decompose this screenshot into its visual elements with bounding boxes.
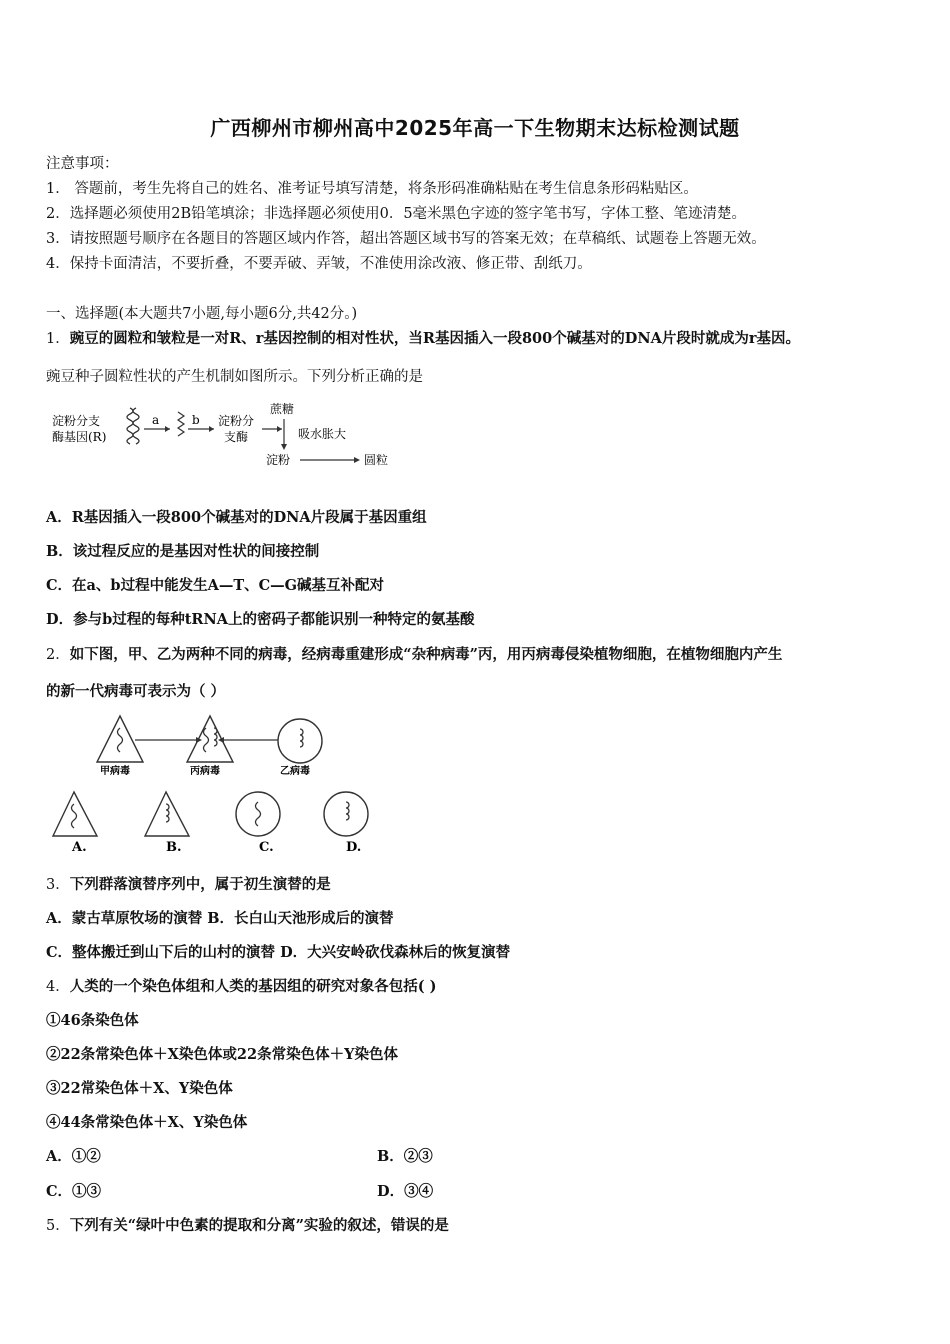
virus-bing-icon bbox=[187, 716, 233, 762]
q4-item: ①46条染色体 bbox=[46, 1012, 139, 1029]
option-c-virus-icon bbox=[236, 792, 280, 836]
section-heading: 一、选择题(本大题共7小题,每小题6分,共42分。) bbox=[46, 306, 358, 322]
question-2-stem bbox=[46, 643, 782, 664]
q4-item: ③22常染色体＋X、Y染色体 bbox=[46, 1080, 233, 1097]
enzyme-label: 淀粉分 bbox=[218, 414, 255, 428]
arrow-head-icon bbox=[165, 426, 170, 432]
question-number: 4． bbox=[46, 979, 70, 995]
question-1-stem bbox=[46, 327, 800, 348]
arrow-head-icon bbox=[277, 426, 282, 432]
option-label: C. bbox=[259, 840, 274, 855]
arrow-head-icon bbox=[281, 444, 287, 450]
rna-coil-icon bbox=[346, 802, 349, 820]
question-4-stem bbox=[46, 975, 437, 996]
question-text: 下列群落演替序列中，属于初生演替的是 bbox=[69, 876, 331, 893]
q2-figure bbox=[48, 712, 388, 858]
option-c: C．①③ bbox=[46, 1183, 102, 1200]
option-label: A. bbox=[72, 840, 87, 855]
rna-coil-icon bbox=[300, 729, 303, 747]
water-label: 吸水胀大 bbox=[298, 427, 347, 441]
q4-item: ④44条常染色体＋X、Y染色体 bbox=[46, 1114, 248, 1131]
page-title: 广西柳州市柳州高中2025年高一下生物期末达标检测试题 bbox=[210, 116, 740, 140]
notice-heading: 注意事项： bbox=[46, 156, 119, 172]
rna-coil-icon bbox=[166, 804, 169, 822]
dna-icon bbox=[127, 408, 133, 444]
option-label: B. bbox=[166, 840, 182, 855]
virus-label: 乙病毒 bbox=[280, 766, 310, 777]
question-text: 豌豆的圆粒和皱粒是一对R、r基因控制的相对性状，当R基因插入一段800个碱基对的DNA片段时就成为r基因。 bbox=[69, 330, 800, 347]
gene-label: 酶基因(R) bbox=[52, 430, 107, 444]
option-a-virus-icon bbox=[53, 792, 97, 836]
question-text: 人类的一个染色体组和人类的基因组的研究对象各包括( ) bbox=[69, 978, 437, 995]
dna-icon bbox=[133, 408, 139, 444]
rna-squiggle-icon bbox=[118, 728, 123, 752]
virus-label: 丙病毒 bbox=[190, 766, 220, 777]
question-5-stem bbox=[46, 1214, 449, 1235]
question-3-stem bbox=[46, 873, 331, 894]
rna-squiggle-icon bbox=[204, 728, 209, 752]
starch-label: 淀粉 bbox=[266, 453, 291, 467]
rna-coil-icon bbox=[214, 728, 217, 746]
notice-item: 4．保持卡面清洁，不要折叠，不要弄破、弄皱，不准使用涂改液、修正带、刮纸刀。 bbox=[46, 256, 592, 272]
gene-label: 淀粉分支 bbox=[52, 414, 101, 428]
option-label: D. bbox=[346, 840, 362, 855]
q1-figure bbox=[48, 398, 408, 470]
mrna-icon bbox=[178, 412, 184, 436]
question-text: 如下图，甲、乙为两种不同的病毒，经病毒重建形成“杂种病毒”丙，用丙病毒侵染植物细胞，在植物细胞内产生 bbox=[69, 646, 783, 663]
sucrose-label: 蔗糖 bbox=[270, 402, 295, 416]
arrow-b-label: b bbox=[192, 413, 200, 427]
option-d: D．③④ bbox=[377, 1183, 434, 1200]
virus-jia-icon bbox=[97, 716, 143, 762]
round-label: 圆粒 bbox=[364, 453, 389, 467]
q3-options-row: A．蒙古草原牧场的演替 B．长白山天池形成后的演替 bbox=[46, 910, 394, 927]
question-number: 3． bbox=[46, 877, 70, 893]
virus-label: 甲病毒 bbox=[100, 766, 130, 777]
notice-item: 3．请按照题号顺序在各题目的答题区域内作答，超出答题区域书写的答案无效；在草稿纸、试题卷上答题无效。 bbox=[46, 231, 766, 247]
option-c: C．在a、b过程中能发生A—T、C—G碱基互补配对 bbox=[46, 577, 385, 594]
q4-item: ②22条常染色体＋X染色体或22条常染色体＋Y染色体 bbox=[46, 1046, 398, 1063]
option-d: D．参与b过程的每种tRNA上的密码子都能识别一种特定的氨基酸 bbox=[46, 611, 475, 628]
option-b: B．该过程反应的是基因对性状的间接控制 bbox=[46, 543, 320, 560]
option-a: A．①② bbox=[46, 1148, 101, 1165]
enzyme-label: 支酶 bbox=[224, 430, 249, 444]
notice-item: 2．选择题必须使用2B铅笔填涂；非选择题必须使用0．5毫米黑色字迹的签字笔书写，字体工整、笔迹清楚。 bbox=[46, 206, 747, 222]
question-number: 5． bbox=[46, 1218, 70, 1234]
notice-item: 1． 答题前，考生先将自己的姓名、准考证号填写清楚，将条形码准确粘贴在考生信息条形码粘贴区。 bbox=[46, 181, 698, 197]
option-b-virus-icon bbox=[145, 792, 189, 836]
option-b: B．②③ bbox=[377, 1148, 433, 1165]
question-number: 2． bbox=[46, 647, 70, 663]
rna-squiggle-icon bbox=[72, 804, 77, 828]
question-number: 1． bbox=[46, 331, 70, 347]
arrow-head-icon bbox=[354, 457, 360, 463]
question-2-stem-cont: 的新一代病毒可表示为（ ） bbox=[46, 683, 226, 700]
arrow-a-label: a bbox=[152, 413, 160, 427]
question-text: 下列有关“绿叶中色素的提取和分离”实验的叙述，错误的是 bbox=[69, 1217, 449, 1234]
rna-squiggle-icon bbox=[256, 802, 261, 826]
question-1-stem-cont: 豌豆种子圆粒性状的产生机制如图所示。下列分析正确的是 bbox=[46, 369, 423, 385]
option-a: A．R基因插入一段800个碱基对的DNA片段属于基因重组 bbox=[46, 509, 427, 526]
arrow-head-icon bbox=[209, 426, 214, 432]
q3-options-row: C．整体搬迁到山下后的山村的演替 D．大兴安岭砍伐森林后的恢复演替 bbox=[46, 944, 511, 961]
